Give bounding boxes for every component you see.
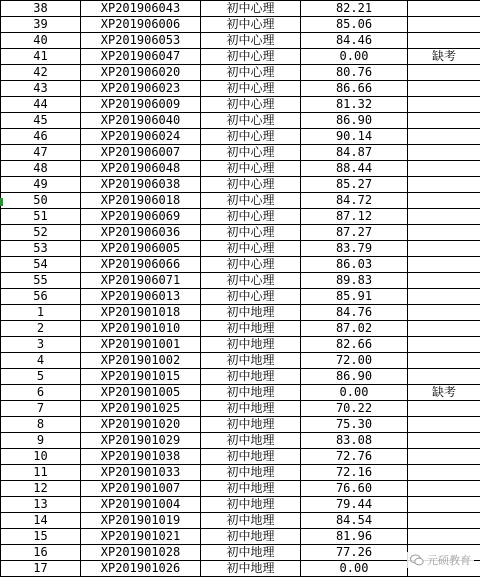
table-row: [1, 369, 480, 385]
note-cell[interactable]: [408, 241, 480, 257]
note-cell[interactable]: [408, 193, 480, 209]
row-number-cell[interactable]: 6: [1, 385, 81, 401]
row-selection-marker: [0, 198, 3, 206]
exam-id-cell[interactable]: XP201906024: [81, 129, 201, 145]
row-number-cell[interactable]: 15: [1, 529, 81, 545]
row-number-cell[interactable]: 13: [1, 497, 81, 513]
note-cell[interactable]: [408, 113, 480, 129]
table-row: [1, 145, 480, 161]
table-row: [1, 273, 480, 289]
subject-cell[interactable]: 初中地理: [201, 545, 301, 561]
subject-cell[interactable]: 初中地理: [201, 353, 301, 369]
note-cell[interactable]: [408, 1, 480, 17]
table-row: [1, 497, 480, 513]
row-number-cell[interactable]: 39: [1, 17, 81, 33]
row-number-cell[interactable]: 47: [1, 145, 81, 161]
score-cell[interactable]: 72.00: [301, 353, 408, 369]
exam-id-cell[interactable]: XP201906043: [81, 1, 201, 17]
table-row: [1, 33, 480, 49]
row-number-cell[interactable]: 50: [1, 193, 81, 209]
subject-cell[interactable]: 初中心理: [201, 241, 301, 257]
note-cell[interactable]: [408, 257, 480, 273]
note-cell[interactable]: [408, 161, 480, 177]
subject-cell[interactable]: 初中心理: [201, 177, 301, 193]
note-cell[interactable]: [408, 401, 480, 417]
row-number-cell[interactable]: 17: [1, 561, 81, 577]
exam-id-cell[interactable]: XP201906069: [81, 209, 201, 225]
subject-cell[interactable]: 初中地理: [201, 401, 301, 417]
subject-cell[interactable]: 初中心理: [201, 289, 301, 305]
row-number-cell[interactable]: 42: [1, 65, 81, 81]
score-cell[interactable]: 75.30: [301, 417, 408, 433]
row-number-cell[interactable]: 9: [1, 433, 81, 449]
subject-cell[interactable]: 初中地理: [201, 417, 301, 433]
table-row: [1, 321, 480, 337]
row-number-cell[interactable]: 16: [1, 545, 81, 561]
row-number-cell[interactable]: 1: [1, 305, 81, 321]
table-row: [1, 513, 480, 529]
table-row: [1, 65, 480, 81]
row-number-cell[interactable]: 11: [1, 465, 81, 481]
score-cell[interactable]: 83.79: [301, 241, 408, 257]
subject-cell[interactable]: 初中地理: [201, 305, 301, 321]
exam-id-cell[interactable]: XP201901010: [81, 321, 201, 337]
subject-cell[interactable]: 初中心理: [201, 33, 301, 49]
table-row: [1, 401, 480, 417]
subject-cell[interactable]: 初中地理: [201, 369, 301, 385]
subject-cell[interactable]: 初中地理: [201, 513, 301, 529]
row-number-cell[interactable]: 54: [1, 257, 81, 273]
score-cell[interactable]: 87.27: [301, 225, 408, 241]
subject-cell[interactable]: 初中心理: [201, 225, 301, 241]
watermark-text: 元硕教育: [427, 554, 471, 567]
note-cell[interactable]: [408, 513, 480, 529]
note-cell[interactable]: [408, 81, 480, 97]
table-row: [1, 449, 480, 465]
table-row: [1, 241, 480, 257]
row-number-cell[interactable]: 51: [1, 209, 81, 225]
table-row: [1, 337, 480, 353]
subject-cell[interactable]: 初中心理: [201, 193, 301, 209]
exam-id-cell[interactable]: XP201906038: [81, 177, 201, 193]
table-row: [1, 193, 480, 209]
note-cell[interactable]: [408, 305, 480, 321]
subject-cell[interactable]: 初中心理: [201, 65, 301, 81]
score-cell[interactable]: 87.12: [301, 209, 408, 225]
exam-id-cell[interactable]: XP201906020: [81, 65, 201, 81]
score-cell[interactable]: 90.14: [301, 129, 408, 145]
score-cell[interactable]: 72.76: [301, 449, 408, 465]
subject-cell[interactable]: 初中地理: [201, 433, 301, 449]
exam-id-cell[interactable]: XP201901001: [81, 337, 201, 353]
score-cell[interactable]: 81.32: [301, 97, 408, 113]
exam-id-cell[interactable]: XP201901015: [81, 369, 201, 385]
score-cell[interactable]: 0.00: [301, 49, 408, 65]
note-cell[interactable]: [408, 65, 480, 81]
note-cell[interactable]: [408, 465, 480, 481]
score-cell[interactable]: 81.96: [301, 529, 408, 545]
table-row: [1, 465, 480, 481]
exam-id-cell[interactable]: XP201906040: [81, 113, 201, 129]
subject-cell[interactable]: 初中地理: [201, 465, 301, 481]
subject-cell[interactable]: 初中地理: [201, 337, 301, 353]
note-cell[interactable]: [408, 497, 480, 513]
row-number-cell[interactable]: 4: [1, 353, 81, 369]
note-cell[interactable]: [408, 97, 480, 113]
exam-id-cell[interactable]: XP201906071: [81, 273, 201, 289]
row-number-cell[interactable]: 8: [1, 417, 81, 433]
table-row: [1, 1, 480, 17]
exam-id-cell[interactable]: XP201901028: [81, 545, 201, 561]
exam-id-cell[interactable]: XP201901002: [81, 353, 201, 369]
row-number-cell[interactable]: 53: [1, 241, 81, 257]
table-row: [1, 385, 480, 401]
exam-id-cell[interactable]: XP201906047: [81, 49, 201, 65]
table-row: [1, 177, 480, 193]
table-row: [1, 129, 480, 145]
subject-cell[interactable]: 初中地理: [201, 497, 301, 513]
subject-cell[interactable]: 初中心理: [201, 145, 301, 161]
score-cell[interactable]: 70.22: [301, 401, 408, 417]
note-cell[interactable]: 缺考: [408, 385, 480, 401]
table-row: [1, 481, 480, 497]
exam-id-cell[interactable]: XP201906007: [81, 145, 201, 161]
score-cell[interactable]: 82.21: [301, 1, 408, 17]
exam-id-cell[interactable]: XP201906006: [81, 17, 201, 33]
table-row: [1, 49, 480, 65]
table-row: [1, 289, 480, 305]
exam-id-cell[interactable]: XP201906009: [81, 97, 201, 113]
row-number-cell[interactable]: 5: [1, 369, 81, 385]
score-cell[interactable]: 87.02: [301, 321, 408, 337]
exam-id-cell[interactable]: XP201901025: [81, 401, 201, 417]
note-cell[interactable]: [408, 369, 480, 385]
score-cell[interactable]: 86.90: [301, 369, 408, 385]
watermark: [407, 552, 474, 568]
subject-cell[interactable]: 初中心理: [201, 113, 301, 129]
note-cell[interactable]: [408, 529, 480, 545]
note-cell[interactable]: [408, 321, 480, 337]
score-cell[interactable]: 79.44: [301, 497, 408, 513]
row-number-cell[interactable]: 40: [1, 33, 81, 49]
table-row: [1, 305, 480, 321]
note-cell[interactable]: [408, 481, 480, 497]
score-cell[interactable]: 77.26: [301, 545, 408, 561]
table-row: [1, 113, 480, 129]
score-cell[interactable]: 83.08: [301, 433, 408, 449]
row-number-cell[interactable]: 49: [1, 177, 81, 193]
note-cell[interactable]: [408, 129, 480, 145]
row-number-cell[interactable]: 7: [1, 401, 81, 417]
exam-id-cell[interactable]: XP201901026: [81, 561, 201, 577]
exam-id-cell[interactable]: XP201901018: [81, 305, 201, 321]
row-number-cell[interactable]: 46: [1, 129, 81, 145]
row-number-cell[interactable]: 10: [1, 449, 81, 465]
note-cell[interactable]: [408, 225, 480, 241]
subject-cell[interactable]: 初中心理: [201, 209, 301, 225]
exam-id-cell[interactable]: XP201901019: [81, 513, 201, 529]
wechat-icon: [410, 554, 424, 566]
exam-id-cell[interactable]: XP201901033: [81, 465, 201, 481]
score-cell[interactable]: 84.72: [301, 193, 408, 209]
score-cell[interactable]: 85.06: [301, 17, 408, 33]
table-row: [1, 433, 480, 449]
exam-id-cell[interactable]: XP201906013: [81, 289, 201, 305]
exam-id-cell[interactable]: XP201901029: [81, 433, 201, 449]
subject-cell[interactable]: 初中地理: [201, 449, 301, 465]
row-number-cell[interactable]: 56: [1, 289, 81, 305]
table-row: [1, 225, 480, 241]
row-number-cell[interactable]: 41: [1, 49, 81, 65]
subject-cell[interactable]: 初中心理: [201, 97, 301, 113]
note-cell[interactable]: [408, 449, 480, 465]
table-row: [1, 81, 480, 97]
score-cell[interactable]: 0.00: [301, 385, 408, 401]
note-cell[interactable]: [408, 145, 480, 161]
exam-id-cell[interactable]: XP201901004: [81, 497, 201, 513]
table-row: [1, 161, 480, 177]
note-cell[interactable]: 缺考: [408, 49, 480, 65]
note-cell[interactable]: [408, 209, 480, 225]
row-number-cell[interactable]: 55: [1, 273, 81, 289]
row-number-cell[interactable]: 45: [1, 113, 81, 129]
score-cell[interactable]: 84.46: [301, 33, 408, 49]
exam-id-cell[interactable]: XP201906048: [81, 161, 201, 177]
subject-cell[interactable]: 初中心理: [201, 161, 301, 177]
exam-id-cell[interactable]: XP201901021: [81, 529, 201, 545]
score-cell[interactable]: 84.76: [301, 305, 408, 321]
note-cell[interactable]: [408, 337, 480, 353]
subject-cell[interactable]: 初中心理: [201, 17, 301, 33]
score-cell[interactable]: 0.00: [301, 561, 408, 577]
score-cell[interactable]: 85.91: [301, 289, 408, 305]
row-number-cell[interactable]: 2: [1, 321, 81, 337]
note-cell[interactable]: [408, 417, 480, 433]
exam-id-cell[interactable]: XP201901038: [81, 449, 201, 465]
subject-cell[interactable]: 初中地理: [201, 561, 301, 577]
subject-cell[interactable]: 初中地理: [201, 321, 301, 337]
table-row: [1, 257, 480, 273]
score-cell[interactable]: 86.03: [301, 257, 408, 273]
note-cell[interactable]: [408, 289, 480, 305]
note-cell[interactable]: [408, 433, 480, 449]
score-cell[interactable]: 86.66: [301, 81, 408, 97]
subject-cell[interactable]: 初中心理: [201, 129, 301, 145]
exam-id-cell[interactable]: XP201906066: [81, 257, 201, 273]
exam-id-cell[interactable]: XP201901005: [81, 385, 201, 401]
exam-id-cell[interactable]: XP201906053: [81, 33, 201, 49]
subject-cell[interactable]: 初中心理: [201, 257, 301, 273]
row-number-cell[interactable]: 38: [1, 1, 81, 17]
row-number-cell[interactable]: 14: [1, 513, 81, 529]
table-row: [1, 97, 480, 113]
score-cell[interactable]: 82.66: [301, 337, 408, 353]
score-cell[interactable]: 84.54: [301, 513, 408, 529]
table-row: [1, 529, 480, 545]
exam-id-cell[interactable]: XP201906036: [81, 225, 201, 241]
table-row: [1, 17, 480, 33]
exam-id-cell[interactable]: XP201906018: [81, 193, 201, 209]
subject-cell[interactable]: 初中心理: [201, 49, 301, 65]
exam-id-cell[interactable]: XP201901007: [81, 481, 201, 497]
row-number-cell[interactable]: 48: [1, 161, 81, 177]
exam-id-cell[interactable]: XP201901020: [81, 417, 201, 433]
score-cell[interactable]: 84.87: [301, 145, 408, 161]
score-cell[interactable]: 76.60: [301, 481, 408, 497]
row-number-cell[interactable]: 12: [1, 481, 81, 497]
note-cell[interactable]: [408, 17, 480, 33]
note-cell[interactable]: [408, 33, 480, 49]
score-cell[interactable]: 72.16: [301, 465, 408, 481]
subject-cell[interactable]: 初中心理: [201, 81, 301, 97]
score-cell[interactable]: 86.90: [301, 113, 408, 129]
subject-cell[interactable]: 初中心理: [201, 1, 301, 17]
subject-cell[interactable]: 初中地理: [201, 529, 301, 545]
subject-cell[interactable]: 初中地理: [201, 481, 301, 497]
score-cell[interactable]: 80.76: [301, 65, 408, 81]
note-cell[interactable]: [408, 353, 480, 369]
score-cell[interactable]: 85.27: [301, 177, 408, 193]
row-number-cell[interactable]: 3: [1, 337, 81, 353]
subject-cell[interactable]: 初中地理: [201, 385, 301, 401]
exam-id-cell[interactable]: XP201906005: [81, 241, 201, 257]
note-cell[interactable]: [408, 273, 480, 289]
row-number-cell[interactable]: 44: [1, 97, 81, 113]
subject-cell[interactable]: 初中心理: [201, 273, 301, 289]
row-number-cell[interactable]: 43: [1, 81, 81, 97]
score-table-body: [1, 1, 480, 577]
row-number-cell[interactable]: 52: [1, 225, 81, 241]
score-cell[interactable]: 89.83: [301, 273, 408, 289]
note-cell[interactable]: [408, 177, 480, 193]
table-row: [1, 209, 480, 225]
table-row: [1, 353, 480, 369]
table-row: [1, 417, 480, 433]
score-cell[interactable]: 88.44: [301, 161, 408, 177]
exam-id-cell[interactable]: XP201906023: [81, 81, 201, 97]
